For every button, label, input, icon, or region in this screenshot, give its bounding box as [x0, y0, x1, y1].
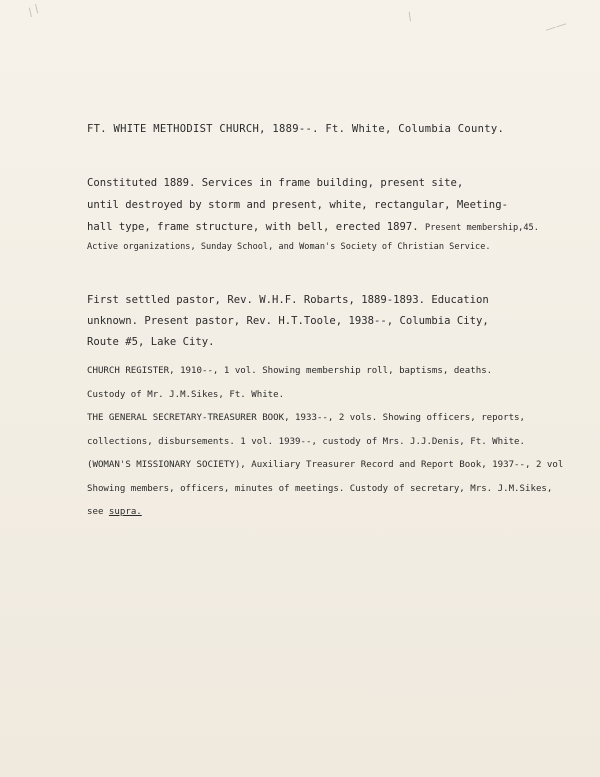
records-line-2: Custody of Mr. J.M.Sikes, Ft. White.: [87, 389, 285, 400]
supra-word: supra.: [108, 507, 142, 517]
history-line-1: Constituted 1889. Services in frame building, present site,: [87, 177, 464, 189]
records-line-4: collections, disbursements. 1 vol. 1939--, custody of Mrs. J.J.Denis, Ft. White.: [87, 436, 525, 447]
history-paragraph: [87, 172, 539, 255]
page-title: FT. WHITE METHODIST CHURCH, 1889--. Ft. White, Columbia County.: [87, 123, 505, 135]
history-line-2: until destroyed by storm and present, white, rectangular, Meeting-: [87, 199, 508, 211]
pencil-mark-top-right: ——: [543, 16, 569, 37]
pastors-line-1: First settled pastor, Rev. W.H.F. Robarts, 1889-1893. Education: [87, 294, 489, 306]
see-word: see: [87, 507, 104, 517]
pastors-line-3: Route #5, Lake City.: [87, 336, 215, 348]
membership-note: Present membership,45.: [425, 223, 539, 233]
pastors-line-2: unknown. Present pastor, Rev. H.T.Toole, 1938--, Columbia City,: [87, 315, 489, 327]
records-section: [87, 360, 563, 525]
pencil-mark-top-center: /: [405, 9, 415, 24]
pastors-paragraph: [87, 290, 489, 353]
records-line-1: CHURCH REGISTER, 1910--, 1 vol. Showing membership roll, baptisms, deaths.: [87, 366, 493, 376]
pencil-mark-top-left: / /: [25, 2, 42, 19]
activities-line: Active organizations, Sunday School, and Woman's Society of Christian Service.: [87, 242, 491, 252]
records-line-3: THE GENERAL SECRETARY-TREASURER BOOK, 1933--, 2 vols. Showing officers, reports,: [87, 413, 525, 423]
history-line-3-text: hall type, frame structure, with bell, erected 1897.: [87, 221, 419, 233]
records-line-6: Showing members, officers, minutes of meetings. Custody of secretary, Mrs. J.M.Sikes,: [87, 483, 553, 494]
history-line-3: [87, 216, 539, 239]
records-line-7: [87, 501, 563, 525]
records-line-5: (WOMAN'S MISSIONARY SOCIETY), Auxiliary Treasurer Record and Report Book, 1937--, 2 vol: [87, 460, 564, 470]
